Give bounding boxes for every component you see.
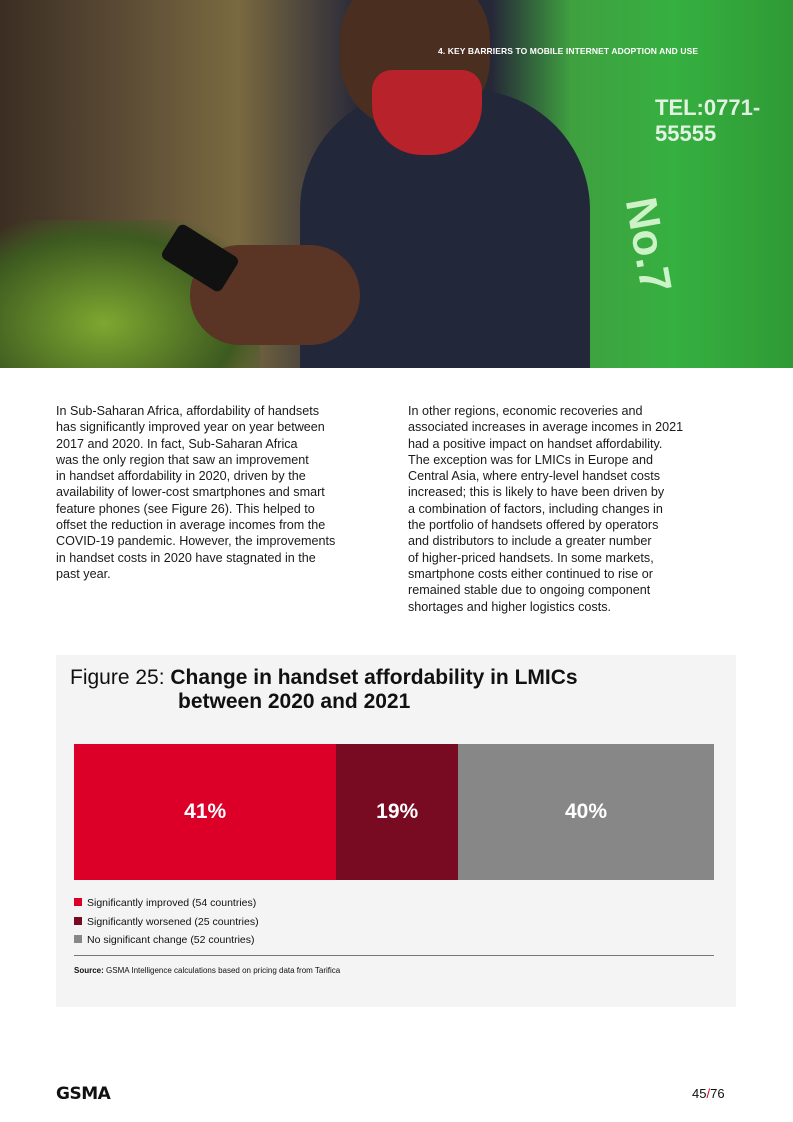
figure-title-line1: Change in handset affordability in LMICs bbox=[170, 666, 578, 689]
legend-label: Significantly worsened (25 countries) bbox=[87, 915, 259, 928]
page-number bbox=[692, 1086, 725, 1101]
gsma-logo: GSMA bbox=[56, 1084, 111, 1104]
text-line: remained stable due to ongoing component bbox=[408, 583, 651, 598]
data-label: 41% bbox=[184, 800, 227, 823]
text-line: 2017 and 2020. In fact, Sub-Saharan Africa bbox=[56, 436, 298, 451]
text-line: of higher-priced handsets. In some markets, bbox=[408, 550, 654, 565]
text-line: a combination of factors, including changes in bbox=[408, 501, 663, 516]
body-left-column bbox=[56, 403, 335, 582]
text-line: had a positive impact on handset affordability. bbox=[408, 436, 663, 451]
chart-legend bbox=[74, 894, 259, 950]
text-line: offset the reduction in average incomes from the bbox=[56, 518, 326, 533]
legend-item bbox=[74, 913, 259, 932]
data-label: 19% bbox=[376, 800, 419, 823]
text-line: Central Asia, where entry-level handset costs bbox=[408, 469, 660, 484]
text-line: has significantly improved year on year between bbox=[56, 420, 325, 435]
stacked-bar bbox=[74, 744, 714, 880]
text-line: availability of lower-cost smartphones and smart bbox=[56, 485, 325, 500]
legend-swatch-icon bbox=[74, 898, 82, 906]
text-line: The exception was for LMICs in Europe and bbox=[408, 452, 654, 467]
figure-label: Figure 25: bbox=[70, 666, 171, 689]
legend-item bbox=[74, 894, 259, 913]
data-label: 40% bbox=[564, 800, 607, 823]
legend-label: Significantly improved (54 countries) bbox=[87, 897, 257, 909]
text-line: In Sub-Saharan Africa, affordability of handsets bbox=[56, 404, 319, 418]
photo-bus-text: TEL:0771-55555 bbox=[655, 95, 761, 146]
text-line: smartphone costs either continued to rise or bbox=[408, 566, 654, 581]
text-line: shortages and higher logistics costs. bbox=[408, 599, 612, 614]
body-right-column bbox=[408, 403, 683, 615]
text-line: was the only region that saw an improvement bbox=[56, 452, 309, 467]
text-line: past year. bbox=[56, 566, 111, 581]
bar-segment bbox=[74, 744, 336, 880]
text-line: and distributors to include a greater number bbox=[408, 534, 652, 549]
source-label: Source: bbox=[74, 966, 104, 975]
figure-title-line2: between 2020 and 2021 bbox=[178, 690, 411, 713]
text-line: in handset affordability in 2020, driven by the bbox=[56, 469, 306, 484]
text-line: increased; this is likely to have been driven by bbox=[408, 485, 665, 500]
text-line: the portfolio of handsets offered by operators bbox=[408, 518, 659, 533]
figure-source bbox=[74, 966, 340, 975]
current-page: 45 bbox=[692, 1086, 707, 1101]
total-pages: 76 bbox=[710, 1086, 725, 1101]
source-text: GSMA Intelligence calculations based on pricing data from Tarifica bbox=[103, 966, 341, 975]
text-line: feature phones (see Figure 26). This helped to bbox=[56, 501, 315, 516]
figure-title bbox=[70, 666, 578, 714]
figure-25 bbox=[56, 655, 736, 1007]
text-line: associated increases in average incomes in 2021 bbox=[408, 420, 684, 435]
text-line: COVID-19 pandemic. However, the improvements bbox=[56, 534, 336, 549]
text-line: In other regions, economic recoveries and bbox=[408, 404, 643, 418]
legend-label: No significant change (52 countries) bbox=[87, 934, 255, 946]
photo-bus-number: No.7 bbox=[615, 193, 681, 297]
page-separator: / bbox=[706, 1086, 711, 1101]
text-line: in handset costs in 2020 have stagnated in the bbox=[56, 550, 316, 565]
bar-segment bbox=[458, 744, 714, 880]
legend-item bbox=[74, 931, 259, 950]
bar-segment bbox=[336, 744, 458, 880]
legend-swatch-icon bbox=[74, 935, 82, 943]
section-label: 4. KEY BARRIERS TO MOBILE INTERNET ADOPTION AND USE bbox=[438, 46, 699, 56]
divider bbox=[74, 955, 714, 956]
legend-swatch-icon bbox=[74, 917, 82, 925]
